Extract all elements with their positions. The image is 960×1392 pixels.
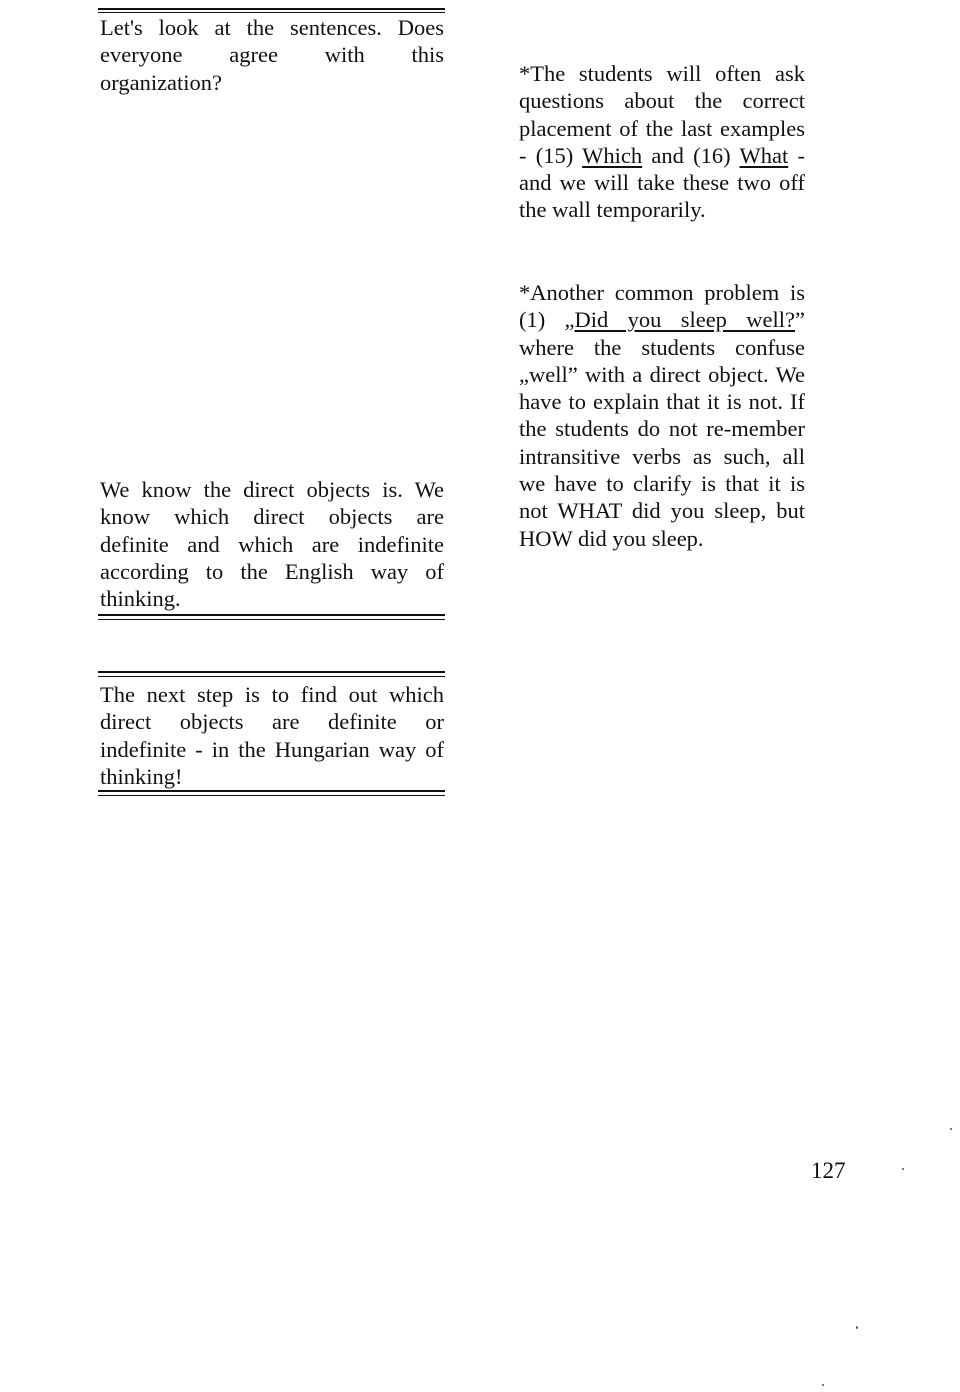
note1-end: - and we will take these two off the wall temporarily. [519, 142, 806, 223]
box3-top-rule-inner [98, 676, 445, 677]
box1-text [100, 14, 444, 96]
box2-paragraph: We know the direct objects is. We know which direct objects are definite and which are indefinite according to the English way of thinking. [100, 477, 444, 612]
box3-top-rule [98, 671, 445, 673]
note2-rest: ” where the students confuse „well” with a direct object. We have to explain that it is not. If the students do not re-member intransitive verbs as such, all we have to clarify is that it is not WHAT did you sleep, but HOW did you sleep. [519, 307, 805, 551]
note2-paragraph [519, 279, 805, 552]
note2-example: Did you sleep well? [574, 307, 795, 333]
scan-speck [856, 1326, 858, 1329]
box1-top-rule-inner [98, 12, 445, 13]
box3-text [100, 681, 444, 790]
box3-bottom-rule [98, 790, 445, 792]
page-number: 127 [811, 1158, 846, 1183]
box1-paragraph: Let's look at the sentences. Does everyone agree with this organization? [100, 15, 444, 95]
box1-top-rule [98, 8, 445, 10]
note1-middle: and (16) [651, 142, 731, 168]
scan-speck [950, 1128, 952, 1130]
note2-intro: *Another common problem is (1) „ [519, 280, 805, 333]
box3-bottom-rule-inner [98, 795, 445, 796]
box3-paragraph: The next step is to find out which direct objects are definite or indefinite - in the Hungarian way of thinking! [100, 682, 444, 789]
scan-speck [902, 1168, 904, 1170]
box2-bottom-rule-inner [98, 619, 445, 620]
note1-paragraph [519, 60, 805, 224]
box2-text [100, 476, 444, 612]
note1-intro: *The students will often ask questions about the correct placement of the last examples - (15) [519, 61, 805, 168]
box2-bottom-rule [98, 614, 445, 616]
scan-speck [822, 1384, 824, 1386]
note1-example-which: Which [582, 142, 643, 168]
note1-example-what: What [739, 142, 789, 168]
